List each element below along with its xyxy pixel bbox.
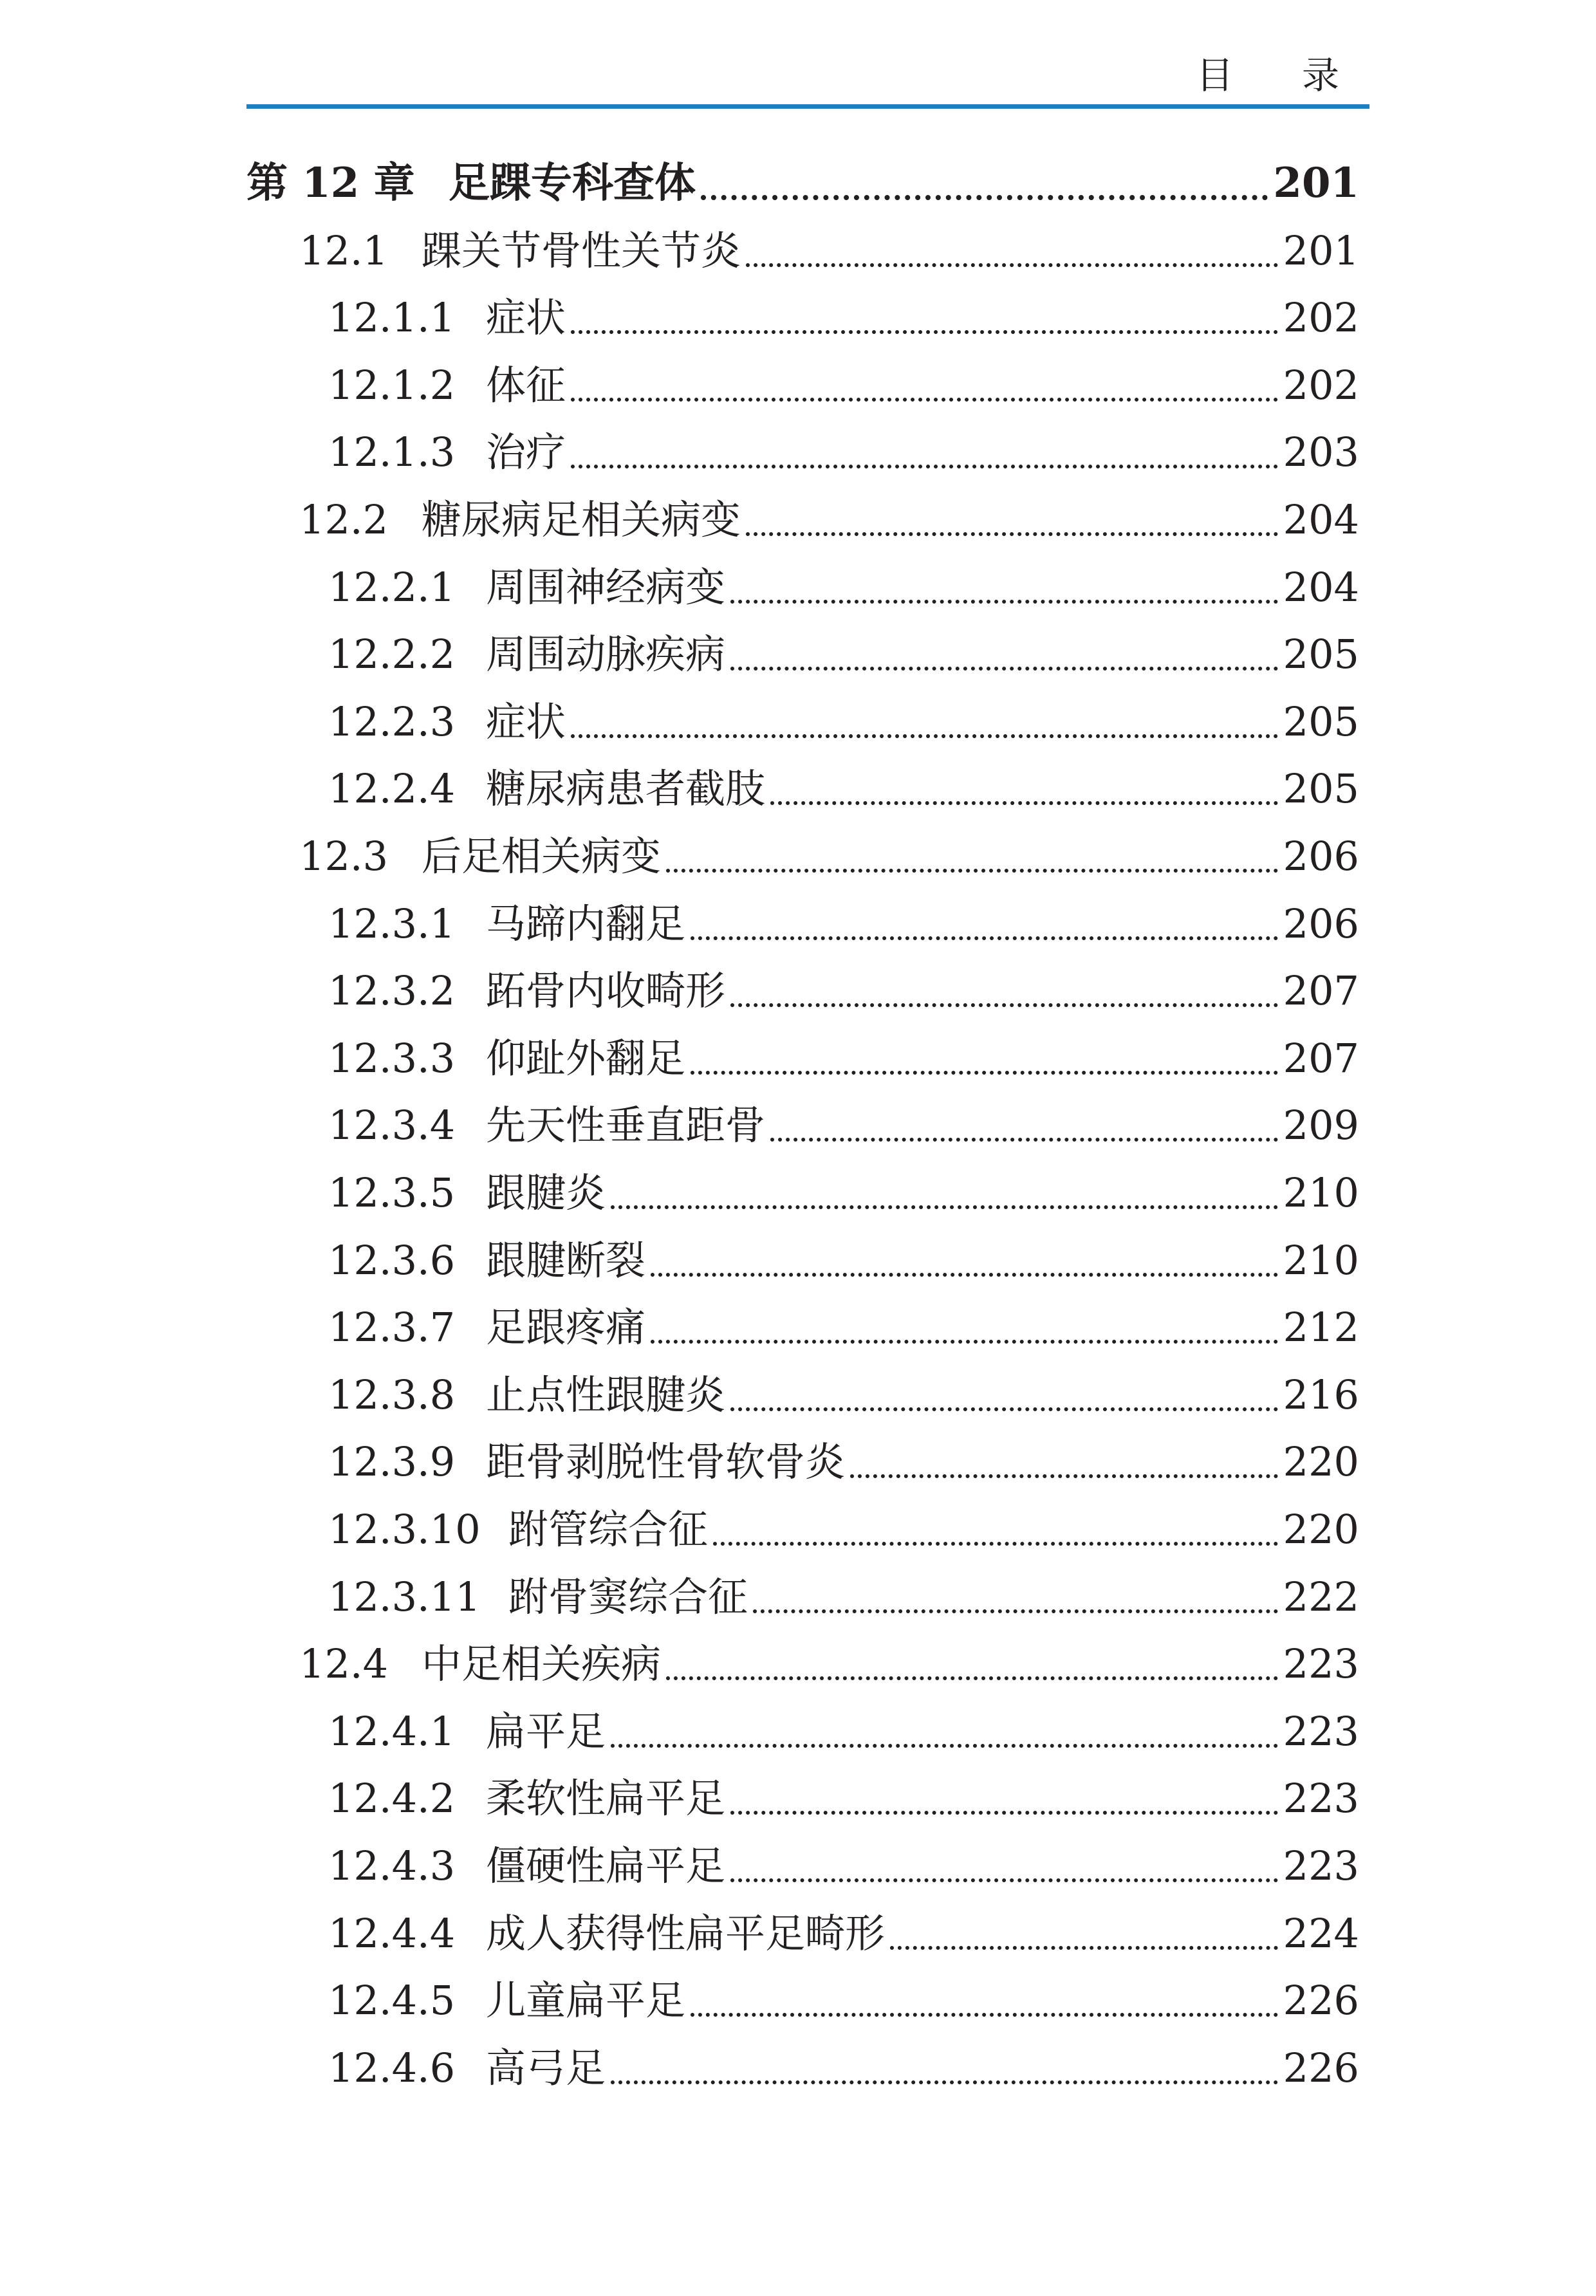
toc-entry-line: [328, 1160, 1359, 1227]
toc-entry-page-number: 210: [1283, 1237, 1359, 1284]
toc-subsection-entry[interactable]: [0, 1698, 1596, 1765]
toc-entry-title: 后足相关病变: [422, 833, 662, 880]
dot-leader: [666, 869, 1278, 873]
toc-section-entry[interactable]: [0, 1631, 1596, 1698]
toc-subsection-entry[interactable]: [0, 1092, 1596, 1159]
toc-entry-line: [328, 419, 1359, 486]
toc-entry-page-number: 202: [1283, 294, 1359, 341]
toc-entry-number: 12.2.3: [328, 698, 456, 745]
toc-entry-number: 12.3.8: [328, 1371, 456, 1418]
toc-entry-number: 12.1.1: [328, 294, 456, 341]
toc-entry-line: [328, 1025, 1359, 1092]
toc-entry-title: 跟腱断裂: [486, 1237, 646, 1284]
toc-entry-title: 儿童扁平足: [486, 1977, 686, 2024]
toc-entry-line: [328, 1833, 1359, 1900]
toc-entry-number: 12.4.3: [328, 1842, 456, 1889]
toc-entry-line: [328, 1092, 1359, 1159]
toc-entry-title: 跖骨内收畸形: [486, 967, 726, 1014]
dot-leader: [611, 2080, 1278, 2084]
toc-section-entry[interactable]: [0, 823, 1596, 890]
dot-leader: [730, 667, 1278, 671]
dot-leader: [571, 330, 1278, 334]
toc-subsection-entry[interactable]: [0, 554, 1596, 621]
header-rule: [246, 104, 1369, 109]
dot-leader: [611, 1744, 1278, 1748]
toc-entry-title: 足踝专科查体: [449, 159, 696, 207]
toc-entry-line: [328, 958, 1359, 1024]
dot-leader: [571, 398, 1278, 402]
dot-leader: [730, 1811, 1278, 1815]
toc-entry-line: [328, 352, 1359, 419]
toc-entry-number: 12.3: [299, 833, 389, 880]
dot-leader: [571, 465, 1278, 468]
toc-entry-page-number: 203: [1283, 429, 1359, 476]
dot-leader: [890, 1946, 1278, 1950]
toc-subsection-entry[interactable]: [0, 1564, 1596, 1631]
toc-subsection-entry[interactable]: [0, 1160, 1596, 1227]
toc-entry-title: 糖尿病足相关病变: [422, 496, 741, 543]
toc-entry-title: 足跟疼痛: [486, 1304, 646, 1351]
toc-entry-page-number: 207: [1283, 967, 1359, 1014]
toc-entry-title: 跟腱炎: [486, 1169, 606, 1216]
dot-leader: [730, 1878, 1278, 1882]
toc-entry-line: [328, 1294, 1359, 1361]
toc-entry-title: 周围神经病变: [486, 564, 726, 611]
toc-subsection-entry[interactable]: [0, 958, 1596, 1024]
toc-entry-title: 僵硬性扁平足: [486, 1842, 726, 1889]
toc-entry-page-number: 223: [1283, 1640, 1359, 1687]
toc-entry-line: [328, 621, 1359, 688]
toc-subsection-entry[interactable]: [0, 1833, 1596, 1900]
toc-entry-title: 跗骨窦综合征: [508, 1573, 748, 1620]
toc-entry-page-number: 201: [1273, 159, 1359, 207]
toc-entry-title: 先天性垂直距骨: [486, 1102, 766, 1149]
toc-entry-page-number: 206: [1283, 900, 1359, 947]
toc-subsection-entry[interactable]: [0, 1227, 1596, 1294]
toc-subsection-entry[interactable]: [0, 284, 1596, 351]
dot-leader: [746, 532, 1278, 536]
dot-leader: [571, 734, 1278, 738]
toc-entry-number: 12.4.4: [328, 1910, 456, 1957]
toc-entry-line: [328, 1765, 1359, 1832]
toc-entry-page-number: 206: [1283, 833, 1359, 880]
dot-leader: [713, 1542, 1278, 1546]
toc-section-entry[interactable]: [0, 218, 1596, 284]
toc-entry-page-number: 216: [1283, 1371, 1359, 1418]
toc-entry-number: 12.4.6: [328, 2044, 456, 2091]
toc-entry-page-number: 204: [1283, 496, 1359, 543]
toc-entry-page-number: 205: [1283, 765, 1359, 812]
toc-entry-number: 12.4: [299, 1640, 389, 1687]
toc-entry-number: 12.1.2: [328, 362, 456, 409]
dot-leader: [701, 195, 1268, 200]
toc-entry-number: 12.3.5: [328, 1169, 456, 1216]
toc-entry-title: 柔软性扁平足: [486, 1775, 726, 1822]
toc-entry-page-number: 220: [1283, 1506, 1359, 1553]
toc-entry-line: [328, 1362, 1359, 1429]
toc-entry-title: 症状: [486, 294, 566, 341]
toc-entry-page-number: 210: [1283, 1169, 1359, 1216]
toc-entry-line: [328, 1967, 1359, 2034]
running-head: 目 录: [1196, 53, 1368, 97]
toc-subsection-entry[interactable]: [0, 1294, 1596, 1361]
dot-leader: [850, 1474, 1278, 1478]
dot-leader: [730, 1003, 1278, 1007]
toc-subsection-entry[interactable]: [0, 352, 1596, 419]
toc-subsection-entry[interactable]: [0, 1025, 1596, 1092]
toc-entry-line: [328, 554, 1359, 621]
toc-entry-number: 12.2.1: [328, 564, 456, 611]
toc-entry-title: 症状: [486, 698, 566, 745]
toc-entry-number: 12.4.5: [328, 1977, 456, 2024]
dot-leader: [770, 801, 1278, 805]
toc-subsection-entry[interactable]: [0, 755, 1596, 822]
toc-entry-line: [299, 1631, 1359, 1698]
toc-entry-line: [328, 891, 1359, 958]
toc-entry-number: 12.3.4: [328, 1102, 456, 1149]
toc-entry-page-number: 205: [1283, 631, 1359, 678]
toc-entry-line: [328, 1227, 1359, 1294]
toc-entry-title: 高弓足: [486, 2044, 606, 2091]
toc-entry-number: 12.4.1: [328, 1708, 456, 1755]
toc-subsection-entry[interactable]: [0, 1967, 1596, 2034]
toc-entry-number: 12.3.7: [328, 1304, 456, 1351]
toc-subsection-entry[interactable]: [0, 1429, 1596, 1495]
toc-entry-title: 马蹄内翻足: [486, 900, 686, 947]
toc-entry-title: 跗管综合征: [508, 1506, 709, 1553]
toc-entry-page-number: 204: [1283, 564, 1359, 611]
dot-leader: [691, 2013, 1278, 2017]
toc-entry-number: 12.1.3: [328, 429, 456, 476]
toc-subsection-entry[interactable]: [0, 621, 1596, 688]
toc-entry-number: 12.3.1: [328, 900, 456, 947]
toc-entry-number: 12.3.3: [328, 1035, 456, 1082]
toc-entry-number: 12.1: [299, 227, 389, 274]
dot-leader: [730, 1407, 1278, 1411]
toc-entry-title: 中足相关疾病: [422, 1640, 662, 1687]
toc-entry-line: [328, 1698, 1359, 1765]
toc-entry-line: [328, 1900, 1359, 1967]
toc-entry-page-number: 212: [1283, 1304, 1359, 1351]
dot-leader: [730, 600, 1278, 604]
toc-entry-page-number: 226: [1283, 2044, 1359, 2091]
toc-entry-page-number: 223: [1283, 1775, 1359, 1822]
toc-entry-line: [328, 755, 1359, 822]
toc-entry-number: 12.2.2: [328, 631, 456, 678]
toc-entry-page-number: 222: [1283, 1573, 1359, 1620]
toc-entry-title: 仰趾外翻足: [486, 1035, 686, 1082]
toc-subsection-entry[interactable]: [0, 1362, 1596, 1429]
toc-entry-title: 周围动脉疾病: [486, 631, 726, 678]
toc-entry-title: 体征: [486, 362, 566, 409]
toc-entry-line: [299, 218, 1359, 284]
toc-subsection-entry[interactable]: [0, 1496, 1596, 1563]
toc-subsection-entry[interactable]: [0, 2035, 1596, 2102]
toc-entry-title: 成人获得性扁平足畸形: [486, 1910, 886, 1957]
dot-leader: [691, 936, 1278, 940]
dot-leader: [651, 1273, 1278, 1277]
dot-leader: [746, 263, 1278, 267]
toc-entry-title: 糖尿病患者截肢: [486, 765, 766, 812]
toc-entry-number: 12.2.4: [328, 765, 456, 812]
toc-entry-title: 止点性跟腱炎: [486, 1371, 726, 1418]
toc-entry-title: 扁平足: [486, 1708, 606, 1755]
toc-subsection-entry[interactable]: [0, 689, 1596, 755]
toc-subsection-entry[interactable]: [0, 419, 1596, 486]
toc-entry-line: [328, 284, 1359, 351]
toc-entry-number: 12.4.2: [328, 1775, 456, 1822]
toc-chapter-entry[interactable]: [0, 150, 1596, 217]
toc-entry-page-number: 223: [1283, 1842, 1359, 1889]
dot-leader: [651, 1340, 1278, 1344]
toc-entry-number: 12.3.6: [328, 1237, 456, 1284]
toc-entry-number: 12.3.9: [328, 1438, 456, 1485]
toc-entry-page-number: 223: [1283, 1708, 1359, 1755]
toc-entry-number: 12.3.10: [328, 1506, 481, 1553]
toc-entry-number: 12.3.11: [328, 1573, 481, 1620]
toc-entry-page-number: 209: [1283, 1102, 1359, 1149]
toc-entry-line: [328, 1496, 1359, 1563]
dot-leader: [691, 1071, 1278, 1075]
toc-entry-line: [328, 689, 1359, 755]
toc-entry-page-number: 205: [1283, 698, 1359, 745]
toc-entry-line: [328, 1564, 1359, 1631]
dot-leader: [611, 1205, 1278, 1209]
toc-subsection-entry[interactable]: [0, 1765, 1596, 1832]
toc-entry-page-number: 224: [1283, 1910, 1359, 1957]
toc-entry-line: [299, 823, 1359, 890]
toc-entry-number: 12.3.2: [328, 967, 456, 1014]
toc-entry-line: [328, 1429, 1359, 1495]
toc-entry-line: [299, 486, 1359, 553]
toc-entry-page-number: 207: [1283, 1035, 1359, 1082]
toc-entry-title: 踝关节骨性关节炎: [422, 227, 741, 274]
toc-subsection-entry[interactable]: [0, 891, 1596, 958]
toc-entry-title: 距骨剥脱性骨软骨炎: [486, 1438, 846, 1485]
toc-entry-page-number: 202: [1283, 362, 1359, 409]
toc-entry-page-number: 201: [1283, 227, 1359, 274]
toc-entry-line: [246, 150, 1359, 217]
toc-entry-page-number: 226: [1283, 1977, 1359, 2024]
dot-leader: [666, 1676, 1278, 1680]
toc-entry-line: [328, 2035, 1359, 2102]
toc-entry-page-number: 220: [1283, 1438, 1359, 1485]
toc-entry-number: 12.2: [299, 496, 389, 543]
toc-entry-number: 第 12 章: [246, 159, 415, 207]
toc-entry-title: 治疗: [486, 429, 566, 476]
dot-leader: [770, 1138, 1278, 1142]
dot-leader: [753, 1609, 1278, 1613]
toc-section-entry[interactable]: [0, 486, 1596, 553]
toc-subsection-entry[interactable]: [0, 1900, 1596, 1967]
